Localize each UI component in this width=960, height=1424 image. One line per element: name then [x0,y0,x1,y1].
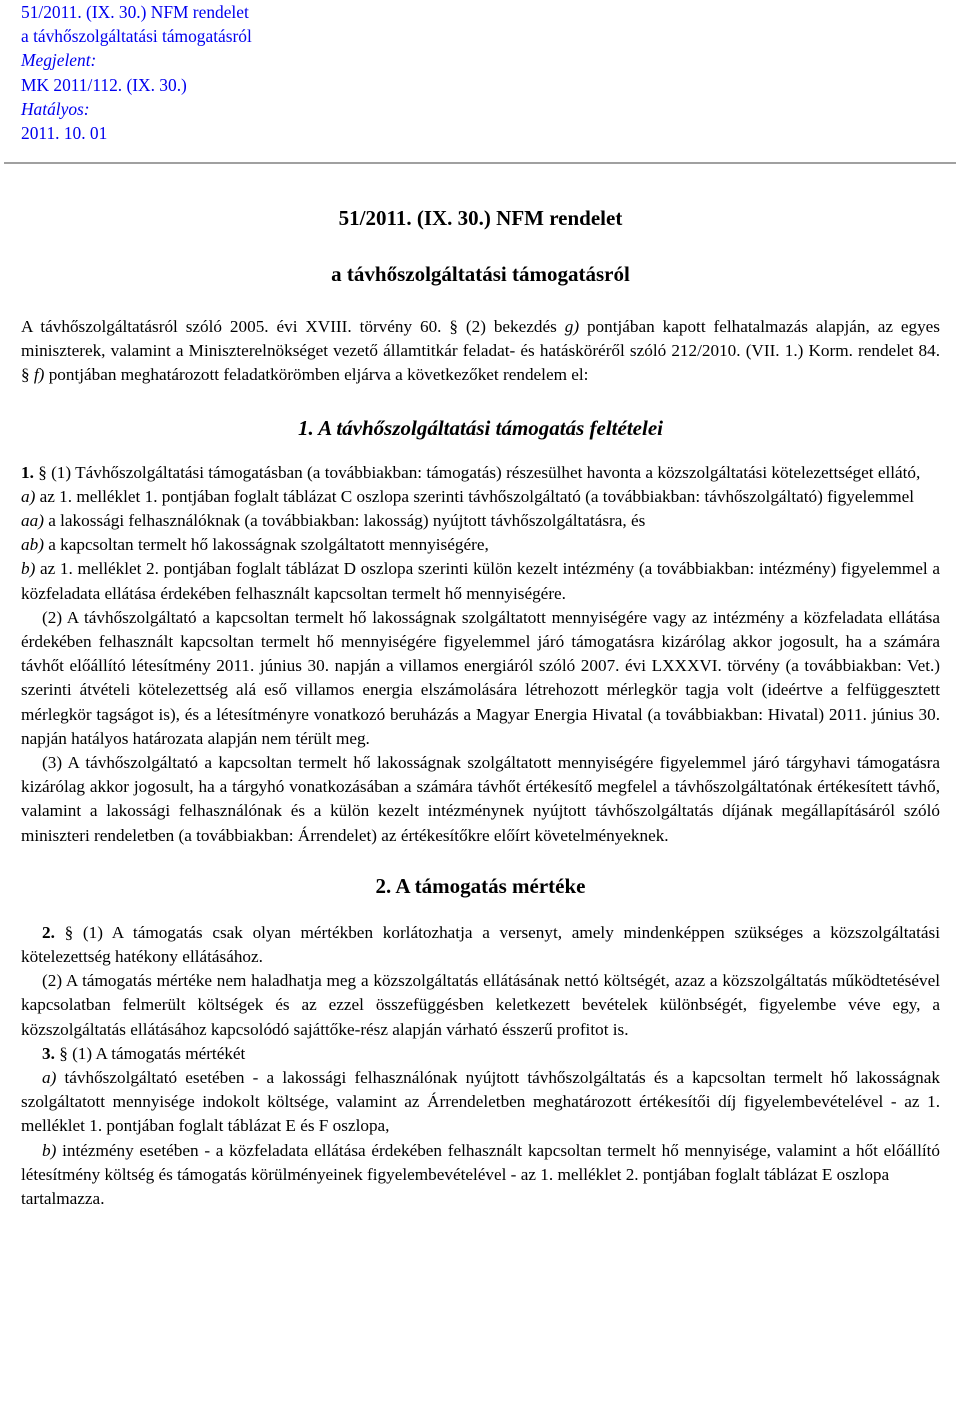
header-subject-link[interactable]: a távhőszolgáltatási támogatásról [21,26,252,47]
article-1-paragraph-2: (2) A távhőszolgáltató a kapcsoltan termelt hő lakosságnak szolgáltatott mennyiségére vagy az intézmény a közfeladata ellátása érdekében felhasznált kapcsoltan termelt hő mennyiségére figyelemmel járó támogatásra kizárólag akkor jogosult, ha a számára távhőt előállító létesítmény 2011. június 30. napján a villamos energiáról szóló 2007. évi LXXXVI. törvény (a továbbiakban: Vet.) szerinti átvételi kötelezettség alá eső villamos energia elszámolására létrehozott mérlegkör tagja volt (ideértve a felfüggesztett mérlegkör tagságot is), és a létesítményre vonatkozó beruházás a Magyar Energia Hivatal (a továbbiakban: Hivatal) 2011. június 30. napján hatályos határozata alapján nem térült meg. [21,607,940,748]
article-3-paragraph-1: 3. § (1) A támogatás mértékét [42,1043,246,1063]
header-published-label: Megjelent: [21,50,97,71]
article-1-paragraph-1: 1. § (1) Távhőszolgáltatási támogatásban (a továbbiakban: támogatás) részesülhet havonta a közszolgáltatási kötelezettséget ellátó, [21,462,921,482]
article-1-point-aa: aa) a lakossági felhasználóknak (a továbbiakban: lakosság) nyújtott távhőszolgáltatásra, és [21,511,646,531]
section-1-heading: 1. A távhőszolgáltatási támogatás feltételei [298,415,663,440]
article-1-point-a: a) az 1. melléklet 1. pontjában foglalt táblázat C oszlopa szerinti távhőszolgáltató (a továbbiakban: távhőszolgáltató) figyelemmel [21,486,914,506]
document-body [21,203,940,1211]
document-title: 51/2011. (IX. 30.) NFM rendelet [338,206,623,230]
article-1-paragraph-3: (3) A távhőszolgáltató a kapcsoltan termelt hő lakosságnak szolgáltatott mennyiségére figyelemmel járó tárgyhavi támogatásra kizárólag akkor jogosult, ha a tárgyhó vonatkozásában a számára távhőt értékesítő megfelel a távhőszolgáltatónak értékesített távhő, valamint a lakossági felhasználónak és a külön kezelt intézménynek nyújtott távhőszolgáltatás díjának megállapításáról szóló miniszteri rendeletben (a továbbiakban: Árrendelet) az értékesítőkre előírt követelményeknek. [21,753,940,845]
article-3-point-a: a) távhőszolgáltató esetében - a lakossági felhasználónak nyújtott távhőszolgáltatás és a kapcsoltan termelt hő lakosságnak szolgáltatott mennyisége indokolt költsége, valamint az Árrendeletben meghatározott értékesítői díj figyelembevételével - az 1. melléklet 1. pontjában foglalt táblázat E és F oszlopa, [21,1068,940,1136]
header-title-link[interactable]: 51/2011. (IX. 30.) NFM rendelet [21,2,249,22]
article-2-paragraph-2: (2) A támogatás mértéke nem haladhatja meg a közszolgáltatás ellátásának nettó költségét, azaz a közszolgáltatás működtetésével kapcsolatban felmerült költségek és az ezzel összefüggésben keletkezett bevételek különbségét, figyelembe véve egy, a közszolgáltatás ellátásához kapcsolódó sajáttőke-rész alapján várható ésszerű profitot is. [21,971,940,1039]
header-divider [4,162,956,164]
document-header [21,0,621,145]
preamble-paragraph: A távhőszolgáltatásról szóló 2005. évi XVIII. törvény 60. § (2) bekezdés g) pontjában kapott felhatalmazás alapján, az egyes miniszterek, valamint a Miniszterelnökséget vezető államtitkár feladat- és hatásköréről szóló 212/2010. (VII. 1.) Korm. rendelet 84. § f) pontjában meghatározott feladatkörömben eljárva a következőket rendelem el: [21,317,940,385]
header-effective-label: Hatályos: [21,98,90,119]
header-effective-value[interactable]: 2011. 10. 01 [21,123,108,144]
section-2-heading: 2. A támogatás mértéke [375,873,586,898]
document-subtitle: a távhőszolgáltatási támogatásról [331,262,630,286]
article-2-paragraph-1: 2. § (1) A támogatás csak olyan mértékben korlátozhatja a versenyt, amely mindenképpen szükséges a közszolgáltatási kötelezettség hatékony ellátásához. [21,922,940,967]
header-published-value[interactable]: MK 2011/112. (IX. 30.) [21,74,187,95]
article-3-closing: tartalmazza. [21,1189,105,1209]
article-1-point-b: b) az 1. melléklet 2. pontjában foglalt táblázat D oszlopa szerinti külön kezelt intézmény (a továbbiakban: intézmény) figyelemmel a közfeladata ellátása érdekében felhasznált kapcsoltan termelt hő mennyiségére. [21,559,940,603]
article-3-point-b: b) intézmény esetében - a közfeladata ellátása érdekében felhasznált kapcsoltan termelt hő mennyisége, valamint a hőt előállító létesítmény költség és támogatás körülményeinek figyelembevételével - az 1. melléklet 2. pontjában foglalt táblázat E oszlopa [21,1140,940,1184]
article-1-point-ab: ab) a kapcsoltan termelt hő lakosságnak szolgáltatott mennyiségére, [21,535,489,555]
